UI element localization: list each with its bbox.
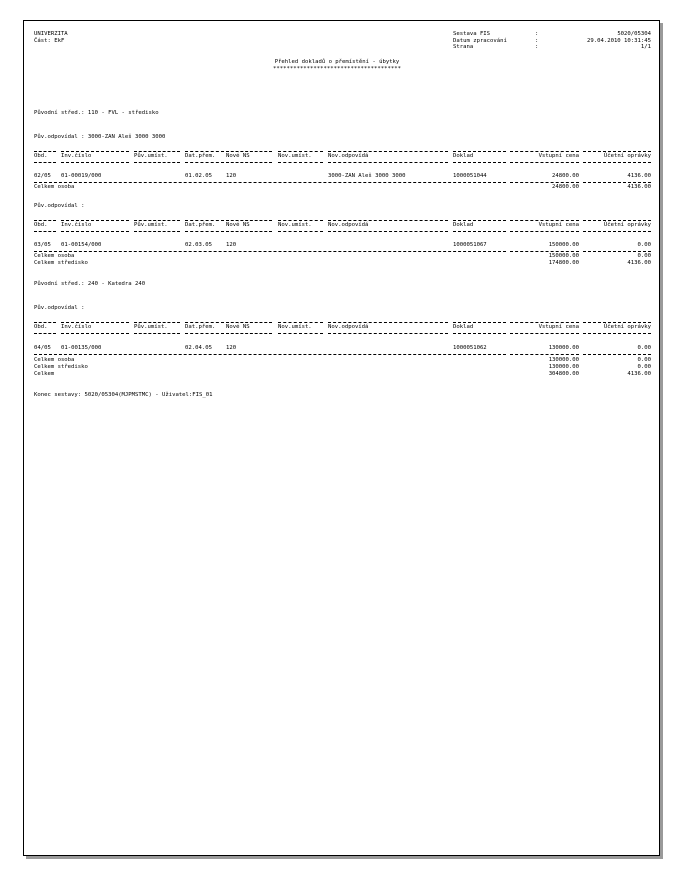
header-processing-date: Datum zpracování : 29.04.2010 10:31:45	[453, 37, 651, 44]
table-header	[34, 153, 651, 160]
report-page	[23, 20, 660, 856]
report-title-text: Přehled dokladů o přemístění - úbytky	[274, 59, 400, 65]
report-title-underline: **************************************	[273, 65, 401, 72]
col-document: Doklad	[453, 153, 474, 159]
total-row: Celkem osoba 150000.00 0.00	[34, 253, 651, 259]
col-input-price: Vstupní cena	[538, 153, 579, 159]
table-row: 03/05 01-00154/000 02.03.05 120 1000051067 150000.00 0.00	[34, 242, 651, 248]
total-row: Celkem středisko 174800.00 4136.00	[34, 260, 651, 266]
report-header-left	[34, 31, 68, 44]
report-header-right	[453, 31, 651, 51]
total-row: Celkem osoba 130000.00 0.00	[34, 357, 651, 363]
header-page-number: Strana : 1/1	[453, 44, 651, 51]
col-new-responsible: Nov.odpovídá	[328, 153, 369, 159]
total-row: Celkem středisko 130000.00 0.00	[34, 364, 651, 370]
col-inventory-number: Inv.číslo	[61, 153, 92, 159]
section-original-center: Původní střed.: 110 - FVL - středisko	[34, 110, 159, 116]
section-original-responsible: Pův.odpovídal :	[34, 305, 85, 311]
col-accumulated-depreciation: Účetní oprávky	[603, 153, 651, 159]
col-new-location: Nov.umíst.	[278, 153, 312, 159]
section-original-responsible: Pův.odpovídal :	[34, 203, 85, 209]
table-row: 02/05 01-00019/000 01.02.05 120 3000-ZAN Aleš 3000 3000 1000051044 24800.00 4136.00	[34, 173, 651, 179]
col-period: Obd.	[34, 153, 48, 159]
organization-part: Část: EkF	[34, 37, 65, 44]
table-row: 04/05 01-00135/000 02.04.05 120 1000051062 130000.00 0.00	[34, 345, 651, 351]
report-footer: Konec sestavy: 5020/05304(MJPMSTMC) - Uživatel:FIS_01	[34, 392, 213, 398]
header-report-id: Sestava FIS : 5020/05304	[453, 31, 651, 37]
table-header: Obd. Inv.číslo Pův.umíst. Dat.přem. Nové NS Nov.umíst. Nov.odpovídá Doklad Vstupní cena Účetní oprávky	[34, 324, 651, 330]
grand-total-row: Celkem 304800.00 4136.00	[34, 371, 651, 377]
total-row: Celkem osoba 24800.00 4136.00	[34, 184, 651, 190]
section-original-center: Původní střed.: 240 - Katedra 240	[34, 281, 146, 287]
report-title	[252, 59, 422, 72]
col-original-location: Pův.umíst.	[134, 153, 168, 159]
col-transfer-date: Dat.přem.	[185, 153, 216, 159]
table-header: Obd. Inv.číslo Pův.umíst. Dat.přem. Nové NS Nov.umíst. Nov.odpovídá Doklad Vstupní cena Účetní oprávky	[34, 222, 651, 228]
section-original-responsible: Pův.odpovídal : 3000-ZAN Aleš 3000 3000	[34, 134, 166, 140]
organization-name: UNIVERZITA	[34, 31, 68, 37]
col-new-center: Nové NS	[226, 153, 250, 159]
